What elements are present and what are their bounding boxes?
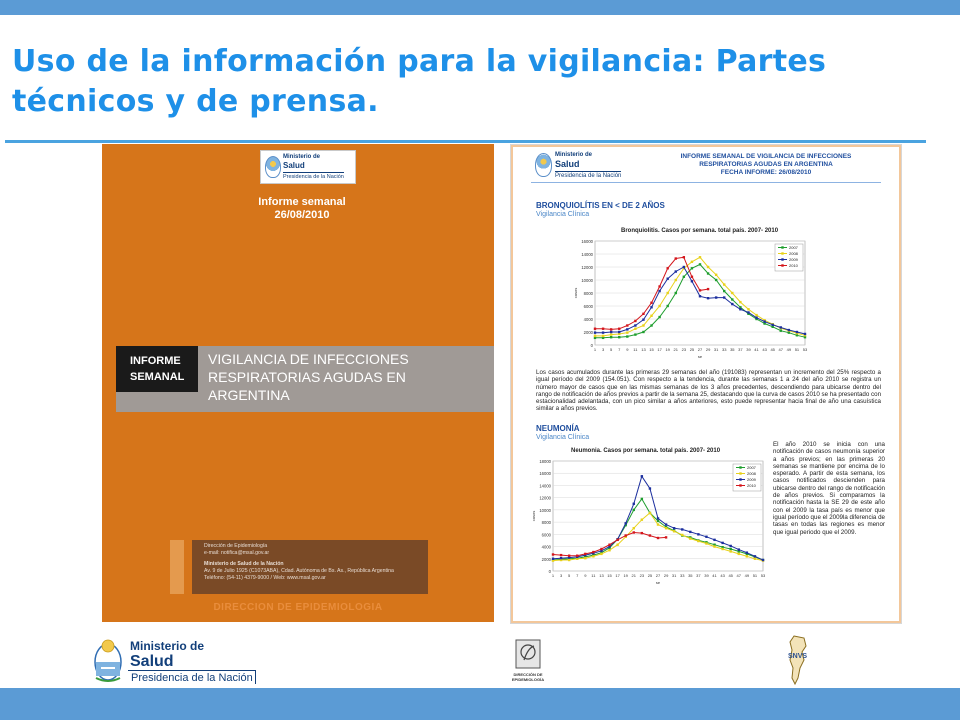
section-neumonia-sub: Vigilancia Clínica bbox=[536, 434, 590, 441]
y-tick-label: 8000 bbox=[541, 520, 551, 526]
x-tick-label: 17 bbox=[657, 347, 662, 352]
data-point-2007 bbox=[731, 298, 733, 300]
cover-band-label bbox=[116, 346, 198, 392]
data-point-2010 bbox=[626, 324, 628, 326]
report-cover-image bbox=[102, 144, 494, 622]
data-point-2008 bbox=[642, 324, 644, 326]
national-seal-icon bbox=[535, 153, 552, 177]
data-point-2007 bbox=[715, 279, 717, 281]
data-point-2010 bbox=[608, 544, 610, 546]
cover-band-label-line1: INFORME bbox=[130, 355, 181, 367]
data-point-2008 bbox=[616, 544, 618, 546]
data-point-2009 bbox=[560, 557, 562, 559]
x-tick-label: 37 bbox=[738, 347, 743, 352]
data-point-2008 bbox=[634, 328, 636, 330]
y-tick-label: 14000 bbox=[581, 252, 593, 257]
data-point-2007 bbox=[675, 292, 677, 294]
report-header-divider bbox=[531, 182, 881, 183]
data-point-2009 bbox=[624, 522, 626, 524]
cover-logo-line1: Ministerio de bbox=[283, 154, 321, 160]
x-tick-label: 35 bbox=[688, 573, 693, 578]
x-tick-label: 9 bbox=[626, 347, 629, 352]
footer-logo-line3: Presidencia de la Nación bbox=[128, 670, 256, 684]
report-header-line1: INFORME SEMANAL DE VIGILANCIA DE INFECCIONES bbox=[680, 153, 852, 160]
report-header-line2: RESPIRATORIAS AGUDAS EN ARGENTINA bbox=[699, 161, 833, 168]
data-point-2008 bbox=[721, 548, 723, 550]
cover-heading-line1: Informe semanal bbox=[258, 196, 346, 208]
data-point-2007 bbox=[683, 276, 685, 278]
y-tick-label: 6000 bbox=[541, 532, 551, 538]
bottom-accent-bar bbox=[0, 688, 960, 720]
title-divider bbox=[5, 140, 926, 143]
data-point-2008 bbox=[699, 256, 701, 258]
x-tick-label: 51 bbox=[752, 573, 758, 578]
x-axis-label: se bbox=[655, 580, 661, 585]
data-point-2008 bbox=[657, 523, 659, 525]
data-point-2008 bbox=[592, 555, 594, 557]
y-tick-label: 10000 bbox=[539, 507, 551, 513]
y-tick-label: 12000 bbox=[581, 265, 593, 270]
legend-marker bbox=[739, 466, 741, 468]
data-point-2008 bbox=[675, 279, 677, 281]
x-tick-label: 19 bbox=[665, 347, 670, 352]
data-point-2008 bbox=[633, 527, 635, 529]
data-point-2009 bbox=[665, 523, 667, 525]
data-point-2008 bbox=[626, 331, 628, 333]
x-tick-label: 43 bbox=[720, 573, 725, 578]
data-point-2010 bbox=[650, 302, 652, 304]
x-tick-label: 31 bbox=[671, 573, 677, 578]
chart2-title: Neumonia. Casos por semana. total país. 2007- 2010 bbox=[571, 448, 721, 454]
x-tick-label: 45 bbox=[728, 573, 733, 578]
x-tick-label: 5 bbox=[610, 347, 613, 352]
x-tick-label: 45 bbox=[770, 347, 775, 352]
neumonia-paragraph: El año 2010 se inicia con una notificación de casos neumonía superior a años previos; en las primeras 20 semanas se mantiene por encima de lo esperado. A partir de esta semana, los casos notificados descienden para ubicarse dentro del rango de notificación de años previos. Si comparamos la notificación hasta la SE 29 de este año con el 2009 la tasa país es menor que igual período que el 2009la diferencia de tasas en todas las regiones es menor que igual periodo que el 2009. bbox=[773, 441, 885, 536]
contact-email: e-mail: notifica@msal.gov.ar bbox=[204, 550, 270, 556]
data-point-2008 bbox=[650, 315, 652, 317]
data-point-2007 bbox=[729, 548, 731, 550]
data-point-2009 bbox=[634, 324, 636, 326]
national-seal-icon bbox=[265, 156, 281, 178]
report-page-image bbox=[510, 144, 902, 624]
section-bronquiolitis-title: BRONQUIOLÍTIS EN < DE 2 AÑOS bbox=[536, 201, 665, 210]
cover-heading bbox=[202, 196, 402, 222]
data-point-2010 bbox=[665, 536, 667, 538]
x-tick-label: 41 bbox=[754, 347, 759, 352]
data-point-2007 bbox=[641, 498, 643, 500]
top-accent-bar bbox=[0, 0, 960, 15]
x-tick-label: 21 bbox=[673, 347, 678, 352]
data-point-2009 bbox=[633, 503, 635, 505]
data-point-2009 bbox=[602, 331, 604, 333]
x-tick-label: 17 bbox=[615, 573, 620, 578]
data-point-2007 bbox=[666, 305, 668, 307]
data-point-2010 bbox=[649, 534, 651, 536]
data-point-2008 bbox=[697, 540, 699, 542]
x-tick-label: 9 bbox=[584, 573, 587, 578]
report-date: FECHA INFORME: 26/08/2010 bbox=[720, 169, 812, 176]
data-point-2009 bbox=[610, 331, 612, 333]
x-tick-label: 49 bbox=[786, 347, 792, 352]
legend-marker bbox=[781, 252, 783, 254]
x-tick-label: 1 bbox=[593, 347, 597, 352]
data-point-2007 bbox=[707, 272, 709, 274]
cover-footer-label: DIRECCION DE EPIDEMIOLOGIA bbox=[213, 602, 383, 613]
legend-marker bbox=[739, 472, 741, 474]
y-tick-label: 16000 bbox=[539, 471, 551, 477]
x-tick-label: 11 bbox=[633, 347, 638, 352]
data-point-2009 bbox=[657, 517, 659, 519]
y-tick-label: 0 bbox=[590, 343, 593, 348]
data-point-2008 bbox=[746, 555, 748, 557]
data-point-2010 bbox=[699, 289, 701, 291]
legend-label: 2009 bbox=[789, 257, 798, 262]
data-point-2009 bbox=[689, 531, 691, 533]
y-tick-label: 4000 bbox=[583, 317, 593, 322]
x-tick-label: 51 bbox=[794, 347, 800, 352]
chart1-title: Bronquiolitis. Casos por semana. total país. 2007- 2010 bbox=[621, 228, 779, 234]
x-tick-label: 39 bbox=[746, 347, 751, 352]
data-point-2008 bbox=[681, 534, 683, 536]
snvs-text: SNVS bbox=[788, 653, 808, 660]
x-tick-label: 53 bbox=[802, 347, 808, 352]
data-point-2009 bbox=[649, 487, 651, 489]
y-tick-label: 2000 bbox=[583, 330, 593, 335]
legend-marker bbox=[739, 478, 741, 480]
legend-label: 2009 bbox=[747, 477, 756, 482]
bronquiolitis-line-chart bbox=[571, 237, 811, 365]
data-point-2009 bbox=[713, 539, 715, 541]
x-tick-label: 31 bbox=[713, 347, 719, 352]
y-tick-label: 0 bbox=[548, 569, 551, 574]
data-point-2008 bbox=[747, 308, 749, 310]
cover-band-title-line1: VIGILANCIA DE INFECCIONES bbox=[208, 351, 409, 367]
data-point-2007 bbox=[657, 520, 659, 522]
data-point-2010 bbox=[658, 285, 660, 287]
data-point-2007 bbox=[626, 335, 628, 337]
legend-marker bbox=[781, 264, 783, 266]
data-point-2008 bbox=[713, 545, 715, 547]
data-point-2009 bbox=[666, 278, 668, 280]
y-tick-label: 8000 bbox=[583, 291, 593, 296]
x-tick-label: 11 bbox=[591, 573, 596, 578]
bronquiolitis-paragraph: Los casos acumulados durante las primeras 29 semanas del año (191083) representan un incremento del 25% respecto a igual período del 2009 (154.051). Con respecto a la tendencia, durante las semanas 1 a 24 del año 2010 se registra un número mayor de casos que en las mismas semanas de los 3 años precedentes, descendiendo para ubicarse dentro del rango de notificación de años previos a partir de la semana 25, destacando que la curva de casos 2010 se ha presentado con estacionalidad adelantada, con un pico similar a años anteriores, esto puede representar hacia final de año una casuística similar a años previos. bbox=[536, 369, 882, 413]
data-point-2010 bbox=[683, 256, 685, 258]
x-tick-label: 29 bbox=[705, 347, 711, 352]
x-tick-label: 13 bbox=[599, 573, 604, 578]
x-tick-label: 15 bbox=[607, 573, 612, 578]
neumonia-line-chart bbox=[529, 457, 769, 591]
legend-label: 2010 bbox=[789, 263, 798, 268]
legend-label: 2008 bbox=[747, 471, 756, 476]
x-tick-label: 33 bbox=[680, 573, 685, 578]
data-point-2008 bbox=[658, 305, 660, 307]
data-point-2010 bbox=[594, 328, 596, 330]
data-point-2007 bbox=[699, 263, 701, 265]
x-tick-label: 53 bbox=[760, 573, 766, 578]
data-point-2008 bbox=[754, 558, 756, 560]
data-point-2008 bbox=[641, 518, 643, 520]
epidemiologia-emblem-icon bbox=[506, 638, 550, 672]
data-point-2007 bbox=[658, 316, 660, 318]
report-header bbox=[651, 153, 881, 177]
data-point-2007 bbox=[642, 331, 644, 333]
data-point-2009 bbox=[699, 295, 701, 297]
x-tick-label: 1 bbox=[551, 573, 555, 578]
data-point-2010 bbox=[568, 555, 570, 557]
legend-marker bbox=[781, 246, 783, 248]
x-tick-label: 23 bbox=[639, 573, 645, 578]
data-point-2009 bbox=[642, 318, 644, 320]
data-point-2009 bbox=[747, 311, 749, 313]
ministry-logo bbox=[92, 636, 262, 686]
x-tick-label: 7 bbox=[618, 347, 621, 352]
x-tick-label: 5 bbox=[568, 573, 571, 578]
x-tick-label: 27 bbox=[655, 573, 661, 578]
cover-band-title-line2: RESPIRATORIAS AGUDAS EN ARGENTINA bbox=[208, 369, 406, 403]
footer-logo-line2: Salud bbox=[130, 653, 174, 670]
x-tick-label: 13 bbox=[641, 347, 646, 352]
legend-marker bbox=[781, 258, 783, 260]
data-point-2009 bbox=[731, 303, 733, 305]
legend-label: 2008 bbox=[789, 251, 798, 256]
data-point-2009 bbox=[754, 555, 756, 557]
data-point-2009 bbox=[780, 326, 782, 328]
data-point-2008 bbox=[738, 553, 740, 555]
data-point-2010 bbox=[560, 554, 562, 556]
x-tick-label: 25 bbox=[689, 347, 695, 352]
x-tick-label: 19 bbox=[623, 573, 628, 578]
contact-dept: Dirección de Epidemiología bbox=[204, 543, 268, 549]
data-point-2010 bbox=[633, 531, 635, 533]
data-point-2008 bbox=[715, 274, 717, 276]
x-tick-label: 29 bbox=[663, 573, 669, 578]
data-point-2010 bbox=[691, 276, 693, 278]
epi-label-line1: DIRECCIÓN DE bbox=[513, 672, 543, 677]
data-point-2009 bbox=[650, 306, 652, 308]
x-tick-label: 15 bbox=[649, 347, 654, 352]
data-point-2009 bbox=[707, 297, 709, 299]
data-point-2007 bbox=[691, 267, 693, 269]
data-point-2009 bbox=[721, 542, 723, 544]
data-point-2008 bbox=[673, 530, 675, 532]
data-point-2008 bbox=[649, 512, 651, 514]
data-point-2009 bbox=[594, 331, 596, 333]
x-tick-label: 23 bbox=[681, 347, 687, 352]
report-logo-line2: Salud bbox=[555, 159, 580, 169]
data-point-2009 bbox=[673, 527, 675, 529]
data-point-2009 bbox=[738, 548, 740, 550]
data-point-2010 bbox=[634, 320, 636, 322]
data-point-2009 bbox=[681, 528, 683, 530]
x-tick-label: 25 bbox=[647, 573, 653, 578]
data-point-2007 bbox=[633, 509, 635, 511]
data-point-2010 bbox=[707, 288, 709, 290]
y-tick-label: 2000 bbox=[541, 556, 551, 562]
data-point-2008 bbox=[665, 527, 667, 529]
data-point-2010 bbox=[616, 539, 618, 541]
data-point-2008 bbox=[689, 537, 691, 539]
data-point-2008 bbox=[666, 292, 668, 294]
contact-address: Av. 9 de Julio 1925 (C1073ABA), Cdad. Autónoma de Bs. As., República Argentina bbox=[204, 568, 394, 574]
data-point-2009 bbox=[658, 290, 660, 292]
data-point-2007 bbox=[634, 333, 636, 335]
x-tick-label: 47 bbox=[778, 347, 783, 352]
cover-band-title bbox=[208, 350, 488, 404]
cover-title-band bbox=[116, 346, 494, 412]
data-point-2010 bbox=[610, 328, 612, 330]
y-tick-label: 12000 bbox=[539, 495, 551, 501]
data-point-2010 bbox=[618, 328, 620, 330]
x-tick-label: 47 bbox=[736, 573, 741, 578]
cover-logo-line3: Presidencia de la Nación bbox=[283, 174, 344, 180]
y-tick-label: 4000 bbox=[541, 544, 551, 550]
data-point-2008 bbox=[755, 314, 757, 316]
data-point-2009 bbox=[796, 331, 798, 333]
data-point-2008 bbox=[602, 335, 604, 337]
snvs-map-icon bbox=[778, 634, 822, 686]
report-logo-line1: Ministerio de bbox=[555, 152, 593, 158]
data-point-2009 bbox=[804, 333, 806, 335]
x-tick-label: 21 bbox=[631, 573, 636, 578]
epidemiologia-label bbox=[506, 672, 550, 682]
data-point-2008 bbox=[707, 266, 709, 268]
contact-ministry: Ministerio de Salud de la Nación bbox=[204, 561, 284, 567]
y-axis-label: casos bbox=[573, 287, 578, 299]
x-tick-label: 49 bbox=[744, 573, 750, 578]
data-point-2008 bbox=[594, 335, 596, 337]
data-point-2010 bbox=[600, 548, 602, 550]
y-tick-label: 14000 bbox=[539, 483, 551, 489]
data-point-2008 bbox=[584, 557, 586, 559]
snvs-logo bbox=[778, 634, 822, 686]
data-point-2007 bbox=[618, 336, 620, 338]
data-point-2008 bbox=[568, 559, 570, 561]
cover-band-label-line2: SEMANAL bbox=[130, 371, 185, 383]
slide-title: Uso de la información para la vigilancia: Partes técnicos y de prensa. bbox=[12, 44, 827, 119]
x-tick-label: 41 bbox=[712, 573, 717, 578]
data-point-2010 bbox=[666, 267, 668, 269]
cover-date: 26/08/2010 bbox=[274, 209, 330, 221]
data-point-2009 bbox=[618, 331, 620, 333]
data-point-2010 bbox=[576, 555, 578, 557]
x-tick-label: 3 bbox=[601, 347, 605, 352]
data-point-2008 bbox=[600, 553, 602, 555]
cover-logo-line2: Salud bbox=[283, 161, 305, 170]
data-point-2009 bbox=[763, 320, 765, 322]
data-point-2010 bbox=[584, 553, 586, 555]
y-tick-label: 10000 bbox=[581, 278, 593, 283]
data-point-2009 bbox=[771, 324, 773, 326]
data-point-2010 bbox=[592, 551, 594, 553]
contact-phone: Teléfono: (54-11) 4379-9000 / Web: www.msal.gov.ar bbox=[204, 575, 326, 581]
report-logo-line3: Presidencia de la Nación bbox=[555, 173, 622, 179]
data-point-2008 bbox=[610, 333, 612, 335]
y-tick-label: 16000 bbox=[581, 239, 593, 244]
data-point-2009 bbox=[683, 266, 685, 268]
data-point-2008 bbox=[691, 261, 693, 263]
data-point-2009 bbox=[755, 317, 757, 319]
y-axis-label: casos bbox=[531, 510, 536, 522]
x-tick-label: 39 bbox=[704, 573, 709, 578]
section-neumonia-title: NEUMONÍA bbox=[536, 424, 580, 433]
data-point-2009 bbox=[729, 545, 731, 547]
data-point-2008 bbox=[731, 292, 733, 294]
data-point-2009 bbox=[705, 536, 707, 538]
report-ministry-logo bbox=[533, 151, 651, 179]
x-tick-label: 37 bbox=[696, 573, 701, 578]
data-point-2008 bbox=[729, 550, 731, 552]
data-point-2010 bbox=[602, 328, 604, 330]
data-point-2009 bbox=[746, 551, 748, 553]
data-point-2009 bbox=[788, 329, 790, 331]
data-point-2010 bbox=[675, 257, 677, 259]
data-point-2009 bbox=[697, 533, 699, 535]
data-point-2009 bbox=[626, 328, 628, 330]
footer-logo-line1: Ministerio de bbox=[130, 639, 205, 653]
y-tick-label: 18000 bbox=[539, 459, 551, 464]
x-tick-label: 7 bbox=[576, 573, 579, 578]
cover-contact-strip bbox=[170, 540, 184, 594]
argentina-seal-icon bbox=[92, 636, 124, 684]
data-point-2007 bbox=[610, 336, 612, 338]
legend-label: 2007 bbox=[789, 245, 798, 250]
data-point-2010 bbox=[641, 532, 643, 534]
data-point-2009 bbox=[691, 280, 693, 282]
data-point-2009 bbox=[675, 270, 677, 272]
data-point-2009 bbox=[715, 296, 717, 298]
data-point-2008 bbox=[723, 283, 725, 285]
data-point-2010 bbox=[624, 534, 626, 536]
x-tick-label: 35 bbox=[730, 347, 735, 352]
data-point-2007 bbox=[650, 324, 652, 326]
y-tick-label: 6000 bbox=[583, 304, 593, 309]
epidemiologia-logo bbox=[506, 638, 550, 686]
epi-label-line2: EPIDEMIOLOGÍA bbox=[511, 677, 545, 682]
cover-ministry-logo bbox=[260, 150, 356, 184]
section-bronquiolitis-sub: Vigilancia Clínica bbox=[536, 211, 590, 218]
x-tick-label: 33 bbox=[722, 347, 727, 352]
data-point-2010 bbox=[657, 537, 659, 539]
data-point-2009 bbox=[641, 475, 643, 477]
x-tick-label: 3 bbox=[559, 573, 563, 578]
data-point-2009 bbox=[739, 308, 741, 310]
data-point-2007 bbox=[723, 290, 725, 292]
legend-label: 2010 bbox=[747, 483, 756, 488]
cover-contact-box bbox=[192, 540, 428, 594]
data-point-2007 bbox=[780, 330, 782, 332]
data-point-2009 bbox=[762, 559, 764, 561]
x-tick-label: 43 bbox=[762, 347, 767, 352]
data-point-2010 bbox=[642, 313, 644, 315]
x-tick-label: 27 bbox=[697, 347, 703, 352]
data-point-2008 bbox=[608, 549, 610, 551]
data-point-2010 bbox=[552, 553, 554, 555]
data-point-2008 bbox=[705, 542, 707, 544]
legend-label: 2007 bbox=[747, 465, 756, 470]
data-point-2009 bbox=[723, 296, 725, 298]
x-axis-label: se bbox=[697, 354, 703, 359]
data-point-2009 bbox=[552, 558, 554, 560]
data-point-2008 bbox=[739, 301, 741, 303]
legend-marker bbox=[739, 484, 741, 486]
